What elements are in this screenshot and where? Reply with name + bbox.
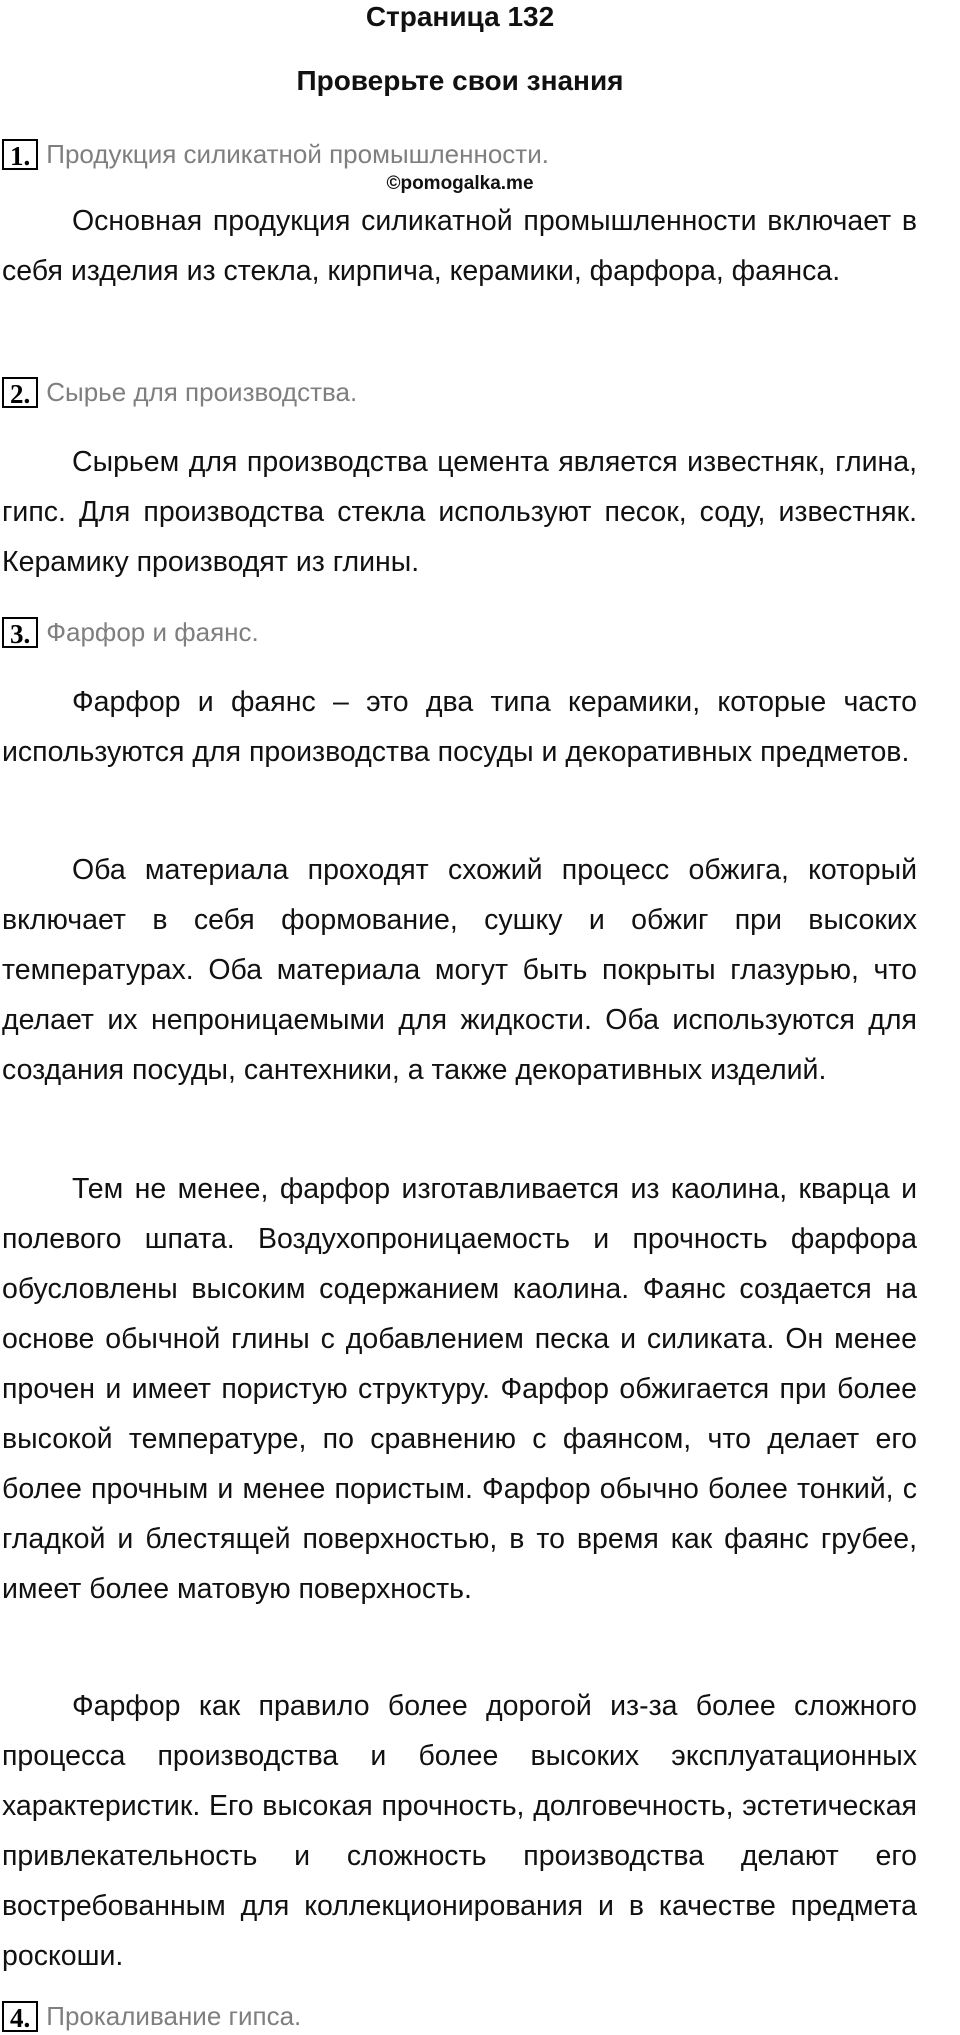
page-title: Страница 132 [365, 1, 555, 32]
question-2-header [2, 374, 357, 410]
question-4-header [2, 1998, 301, 2034]
question-number: 4. [2, 2001, 38, 2032]
answer-paragraph: Тем не менее, фарфор изготавливается из каолина, кварца и полевого шпата. Воздухопроницаемость и прочность фарфора обусловлены высоким содержанием каолина. Фаянс создается на основе обычной глины с добавлением песка и силиката. Он менее прочен и имеет пористую структуру. Фарфор обжигается при более высокой температуре, по сравнению с фаянсом, что делает его более прочным и менее пористым. Фарфор обычно более тонкий, с гладкой и блестящей поверхностью, в то время как фаянс грубее, имеет более матовую поверхность. [2, 1173, 917, 1605]
question-number: 2. [2, 377, 38, 408]
answer-paragraph: Оба материала проходят схожий процесс обжига, который включает в себя формование, сушку и обжиг при высоких температурах. Оба материала могут быть покрыты глазурью, что делает их непроницаемыми для жидкости. Оба используются для создания посуды, сантехники, а также декоративных изделий. [2, 854, 917, 1086]
question-number: 3. [2, 617, 38, 648]
question-title: Прокаливание гипса. [46, 2001, 302, 2031]
question-title: Сырье для производства. [46, 377, 358, 407]
question-title: Фарфор и фаянс. [46, 617, 259, 647]
question-number: 1. [2, 139, 38, 170]
question-1-header [2, 136, 549, 172]
answer-paragraph: Основная продукция силикатной промышленности включает в себя изделия из стекла, кирпича, керамики, фарфора, фаянса. [2, 205, 917, 287]
question-3-header [2, 614, 259, 650]
section-title: Проверьте свои знания [296, 65, 624, 96]
watermark: ©pomogalka.me [386, 173, 534, 194]
answer-paragraph: Фарфор и фаянс – это два типа керамики, которые часто используются для производства посуды и декоративных предметов. [2, 686, 917, 768]
answer-paragraph: Сырьем для производства цемента является известняк, глина, гипс. Для производства стекла используют песок, соду, известняк. Керамику производят из глины. [2, 446, 917, 578]
question-title: Продукция силикатной промышленности. [46, 139, 549, 169]
answer-paragraph: Фарфор как правило более дорогой из-за более сложного процесса производства и более высоких эксплуатационных характеристик. Его высокая прочность, долговечность, эстетическая привлекательность и сложность производства делают его востребованным для коллекционирования и в качестве предмета роскоши. [2, 1690, 917, 1972]
